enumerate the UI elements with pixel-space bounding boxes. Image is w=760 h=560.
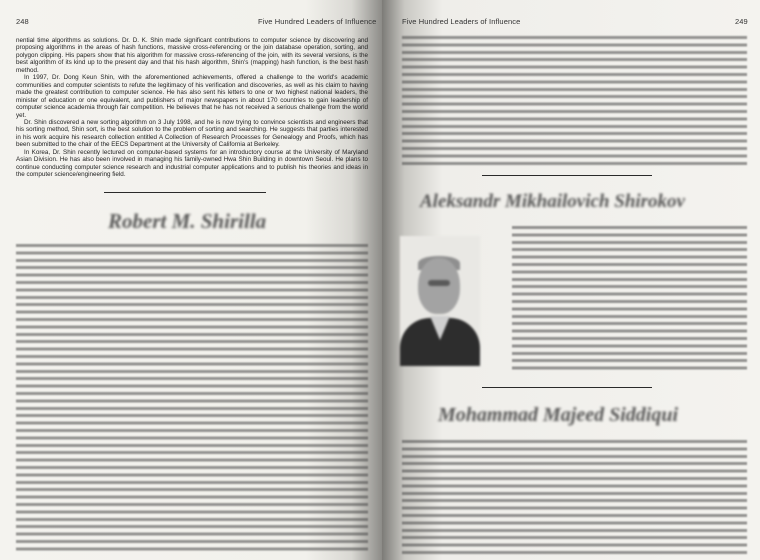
- page-number-right: 249: [735, 17, 748, 26]
- blurred-text-block: [512, 226, 747, 374]
- running-title-right: Five Hundred Leaders of Influence: [402, 17, 521, 26]
- entry-heading: Mohammad Majeed Siddiqui: [438, 404, 679, 426]
- paragraph: In Korea, Dr. Shin recently lectured on computer-based systems for an introductory course at the University of Maryland Asian Division. He has also been involved in managing his family-owned Hwa Shin Building in downtown Seoul. He plans to continue conducting computer science research and industrial computer applications and to publish his theories and ideas in the computer science/engineering field.: [16, 148, 368, 179]
- section-rule: [482, 175, 652, 176]
- blurred-text-block: [16, 244, 368, 554]
- entry-heading: Robert M. Shirilla: [108, 209, 267, 233]
- right-page: [382, 0, 760, 560]
- section-rule: [104, 192, 266, 193]
- running-title-left: Five Hundred Leaders of Influence: [258, 17, 377, 26]
- section-rule: [482, 387, 652, 388]
- paragraph: Dr. Shin discovered a new sorting algorithm on 3 July 1998, and he is now trying to convince scientists and engineers that his sorting method, Shin sort, is the best solution to the problem of sorting and searching. He suggests that parties interested in his work acquire his research collection entitled A Collection of Research Processes for Genealogy and Proofs, which has been submitted to the chair of the EECS Department at the University of California at Berkeley.: [16, 118, 368, 149]
- blurred-text-block: [402, 36, 747, 169]
- paragraph: In 1997, Dr. Dong Keun Shin, with the aforementioned achievements, offered a challenge to the world's academic communities and computer scientists to refute the legitimacy of his verification and discoveries, as well as his claim to having made the greatest contribution to computer science. He has also sent his letters to one or two highest national leaders, the minister of education or one equivalent, and publishers of major newspapers in about 170 countries to gain leadership of computer science academia through fair competition. He believes that he has not received a serious challenge from the world yet.: [16, 74, 368, 119]
- entry-heading: Aleksandr Mikhailovich Shirokov: [420, 191, 685, 212]
- page-number-left: 248: [16, 17, 29, 26]
- portrait-photo: [400, 236, 480, 366]
- paragraph: nential time algorithms as solutions. Dr. D. K. Shin made significant contributions to computer science by discovering and proposing algorithms in the areas of hash functions, massive cross-referencing or the join database operation, sorting, and polygon clipping. His papers show that his algorithm for massive cross-referencing of the join, with its several versions, is the best algorithm of its kind up to the present day and that his hash algorithm, Shin's (mapping) hash function, is the best hash method.: [16, 37, 368, 74]
- left-body-text: [16, 37, 368, 179]
- blurred-text-block: [402, 440, 747, 555]
